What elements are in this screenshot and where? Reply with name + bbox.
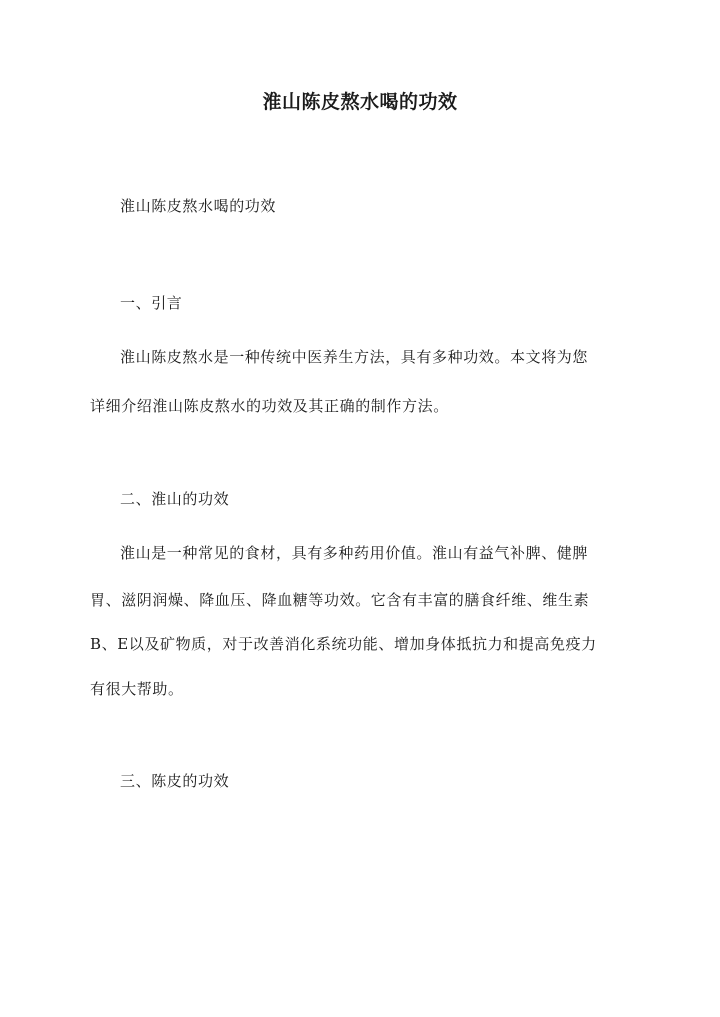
section-heading-huaishan: 二、淮山的功效 — [120, 490, 230, 508]
intro-paragraph-line-1: 淮山陈皮熬水是一种传统中医养生方法，具有多种功效。本文将为您 — [120, 348, 589, 366]
intro-paragraph-line-2: 详细介绍淮山陈皮熬水的功效及其正确的制作方法。 — [90, 397, 449, 415]
huaishan-paragraph-line-3: B、E以及矿物质，对于改善消化系统功能、增加身体抵抗力和提高免疫力 — [90, 635, 597, 653]
section-heading-chenpi: 三、陈皮的功效 — [120, 772, 230, 790]
huaishan-paragraph-line-2: 胃、滋阴润燥、降血压、降血糖等功效。它含有丰富的膳食纤维、维生素 — [90, 591, 590, 609]
subtitle: 淮山陈皮熬水喝的功效 — [120, 197, 277, 215]
huaishan-paragraph-line-4: 有很大帮助。 — [90, 680, 184, 698]
huaishan-paragraph-line-1: 淮山是一种常见的食材，具有多种药用价值。淮山有益气补脾、健脾 — [120, 544, 589, 562]
document-title: 淮山陈皮熬水喝的功效 — [262, 91, 458, 113]
section-heading-intro: 一、引言 — [120, 294, 183, 312]
